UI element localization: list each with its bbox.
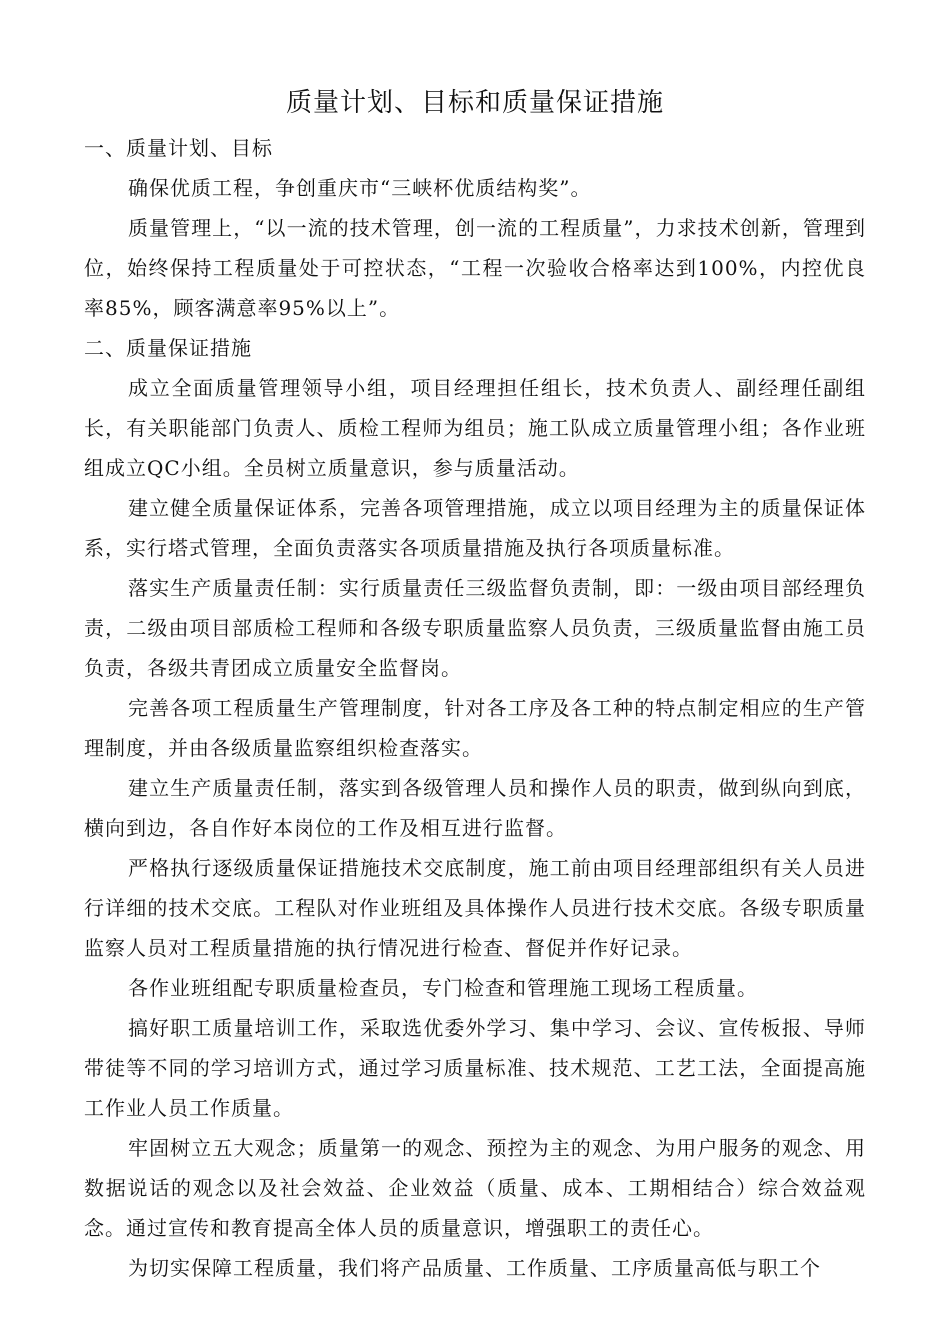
section-heading-quality-measures: 二、质量保证措施 [84, 336, 252, 360]
paragraph: 搞好职工质量培训工作，采取选优委外学习、集中学习、会议、宣传板报、导师带徒等不同的学习培训方式，通过学习质量标准、技术规范、工艺工法，全面提高施工作业人员工作质量。 [84, 1016, 866, 1120]
paragraph: 质量管理上，“以一流的技术管理，创一流的工程质量”，力求技术创新，管理到位，始终保持工程质量处于可控状态，“工程一次验收合格率达到100%，内控优良率85%，顾客满意率95%以上”。 [84, 216, 866, 320]
paragraph: 严格执行逐级质量保证措施技术交底制度，施工前由项目经理部组织有关人员进行详细的技术交底。工程队对作业班组及具体操作人员进行技术交底。各级专职质量监察人员对工程质量措施的执行情况进行检查、督促并作好记录。 [84, 856, 866, 960]
document-title: 质量计划、目标和质量保证措施 [285, 88, 664, 118]
paragraph: 完善各项工程质量生产管理制度，针对各工序及各工种的特点制定相应的生产管理制度，并由各级质量监察组织检查落实。 [84, 696, 866, 760]
paragraph: 落实生产质量责任制：实行质量责任三级监督负责制，即：一级由项目部经理负责，二级由项目部质检工程师和各级专职质量监察人员负责，三级质量监督由施工员负责，各级共青团成立质量安全监督岗。 [84, 576, 866, 680]
paragraph: 牢固树立五大观念；质量第一的观念、预控为主的观念、为用户服务的观念、用数据说话的观念以及社会效益、企业效益（质量、成本、工期相结合）综合效益观念。通过宣传和教育提高全体人员的质量意识，增强职工的责任心。 [84, 1136, 866, 1240]
paragraph: 为切实保障工程质量，我们将产品质量、工作质量、工序质量高低与职工个 [128, 1256, 821, 1280]
paragraph: 各作业班组配专职质量检查员，专门检查和管理施工现场工程质量。 [128, 976, 758, 1000]
section-heading-quality-plan: 一、质量计划、目标 [84, 136, 273, 160]
paragraph: 建立健全质量保证体系，完善各项管理措施，成立以项目经理为主的质量保证体系，实行塔式管理，全面负责落实各项质量措施及执行各项质量标准。 [84, 496, 866, 560]
paragraph: 确保优质工程，争创重庆市“三峡杯优质结构奖”。 [128, 176, 592, 200]
paragraph: 成立全面质量管理领导小组，项目经理担任组长，技术负责人、副经理任副组长，有关职能部门负责人、质检工程师为组员；施工队成立质量管理小组；各作业班组成立QC小组。全员树立质量意识，参与质量活动。 [84, 376, 866, 480]
paragraph: 建立生产质量责任制，落实到各级管理人员和操作人员的职责，做到纵向到底，横向到边，各自作好本岗位的工作及相互进行监督。 [84, 776, 866, 840]
